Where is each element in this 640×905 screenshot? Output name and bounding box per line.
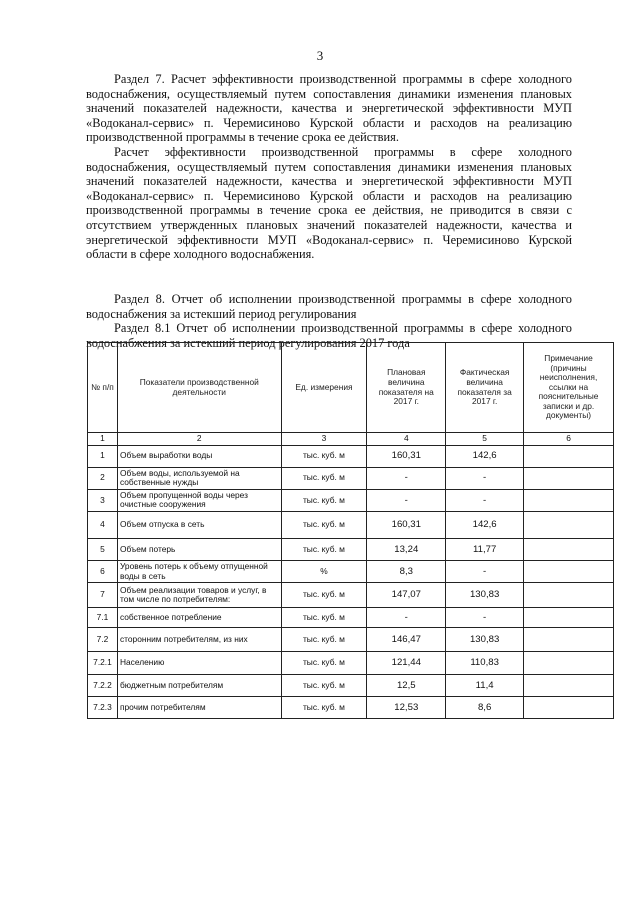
row-indicator: сторонним потребителям, из них — [117, 628, 281, 652]
row-note — [524, 489, 614, 511]
table-header-row — [88, 343, 614, 433]
header-num: № п/п — [88, 343, 118, 433]
row-indicator: Уровень потерь к объему отпущенной воды в сеть — [117, 560, 281, 582]
row-indicator: Объем пропущенной воды через очистные сооружения — [117, 489, 281, 511]
row-number: 5 — [88, 538, 118, 560]
row-number: 7 — [88, 583, 118, 608]
row-unit: тыс. куб. м — [281, 467, 367, 489]
row-actual-value: 110,83 — [446, 652, 524, 675]
row-unit: тыс. куб. м — [281, 628, 367, 652]
table-row — [88, 652, 614, 675]
row-unit: тыс. куб. м — [281, 608, 367, 628]
column-number: 6 — [524, 433, 614, 446]
header-planned: Плановая величина показателя на 2017 г. — [367, 343, 446, 433]
row-number: 2 — [88, 467, 118, 489]
section-7 — [86, 72, 572, 262]
row-actual-value: 130,83 — [446, 583, 524, 608]
row-note — [524, 560, 614, 582]
row-actual-value: - — [446, 489, 524, 511]
row-number: 4 — [88, 511, 118, 538]
row-planned-value: 146,47 — [367, 628, 446, 652]
row-planned-value: 12,53 — [367, 697, 446, 719]
row-note — [524, 652, 614, 675]
row-indicator: Объем отпуска в сеть — [117, 511, 281, 538]
row-indicator: Объем воды, используемой на собственные нужды — [117, 467, 281, 489]
table-row — [88, 675, 614, 697]
row-actual-value: 142,6 — [446, 445, 524, 467]
table-row — [88, 445, 614, 467]
row-actual-value: - — [446, 560, 524, 582]
row-note — [524, 445, 614, 467]
row-unit: тыс. куб. м — [281, 652, 367, 675]
row-indicator: собственное потребление — [117, 608, 281, 628]
column-number: 4 — [367, 433, 446, 446]
row-indicator: Объем потерь — [117, 538, 281, 560]
row-number: 3 — [88, 489, 118, 511]
table-row — [88, 467, 614, 489]
column-number: 2 — [117, 433, 281, 446]
section-8-heading: Раздел 8. Отчет об исполнении производственной программы в сфере холодного водоснабжения за истекший период регулирования — [86, 292, 572, 321]
row-note — [524, 467, 614, 489]
table-row — [88, 697, 614, 719]
header-indicator: Показатели производственной деятельности — [117, 343, 281, 433]
row-unit: тыс. куб. м — [281, 697, 367, 719]
row-note — [524, 583, 614, 608]
row-note — [524, 628, 614, 652]
row-indicator: прочим потребителям — [117, 697, 281, 719]
row-number: 7.2.2 — [88, 675, 118, 697]
table-row — [88, 583, 614, 608]
column-number: 1 — [88, 433, 118, 446]
section-8-1-heading: Раздел 8.1 Отчет об исполнении производственной программы в сфере холодного водоснабжения за истекший период регулирования 2017 года — [86, 321, 572, 350]
row-planned-value: - — [367, 467, 446, 489]
table-row — [88, 489, 614, 511]
row-indicator: Объем выработки воды — [117, 445, 281, 467]
header-unit: Ед. измерения — [281, 343, 367, 433]
page-number: 3 — [316, 48, 324, 63]
row-planned-value: 13,24 — [367, 538, 446, 560]
header-note: Примечание (причины неисполнения, ссылки на пояснительные записки и др. документы) — [524, 343, 614, 433]
row-note — [524, 511, 614, 538]
row-planned-value: 160,31 — [367, 445, 446, 467]
row-unit: тыс. куб. м — [281, 538, 367, 560]
row-actual-value: 11,77 — [446, 538, 524, 560]
table-row — [88, 628, 614, 652]
row-actual-value: 130,83 — [446, 628, 524, 652]
table-row — [88, 511, 614, 538]
row-number: 6 — [88, 560, 118, 582]
table-row — [88, 538, 614, 560]
row-actual-value: - — [446, 467, 524, 489]
section-7-body: Расчет эффективности производственной программы в сфере холодного водоснабжения, осуществляемый путем сопоставления динамики изменения плановых значений показателей надежности, качества и энергетической эффективности МУП «Водоканал-сервис» п. Черемисиново Курской области и расходов на реализацию производственной программы в течение срока ее действия, не приводится в связи с отсутствием утвержденных плановых значений показателей надежности, качества и энергетической эффективности МУП «Водоканал-сервис» п. Черемисиново Курской области в сфере холодного водоснабжения. — [86, 144, 572, 262]
row-indicator: Населению — [117, 652, 281, 675]
section-7-heading: Раздел 7. Расчет эффективности производственной программы в сфере холодного водоснабжения, осуществляемый путем сопоставления динамики изменения плановых значений показателей надежности, качества и энергетической эффективности МУП «Водоканал-сервис» п. Черемисиново Курской области и расходов на реализацию производственной программы в течение срока ее действия. — [86, 72, 572, 145]
row-planned-value: - — [367, 489, 446, 511]
row-note — [524, 675, 614, 697]
row-number: 7.2 — [88, 628, 118, 652]
row-unit: тыс. куб. м — [281, 675, 367, 697]
row-number: 7.1 — [88, 608, 118, 628]
row-planned-value: - — [367, 608, 446, 628]
column-number: 5 — [446, 433, 524, 446]
production-report-table — [87, 342, 614, 719]
row-note — [524, 608, 614, 628]
column-number-row — [88, 433, 614, 446]
row-planned-value: 12,5 — [367, 675, 446, 697]
row-actual-value: 142,6 — [446, 511, 524, 538]
row-unit: тыс. куб. м — [281, 489, 367, 511]
row-planned-value: 8,3 — [367, 560, 446, 582]
row-number: 7.2.1 — [88, 652, 118, 675]
row-planned-value: 121,44 — [367, 652, 446, 675]
table-row — [88, 560, 614, 582]
row-unit: тыс. куб. м — [281, 511, 367, 538]
row-note — [524, 697, 614, 719]
row-actual-value: 8,6 — [446, 697, 524, 719]
row-unit: тыс. куб. м — [281, 445, 367, 467]
row-number: 7.2.3 — [88, 697, 118, 719]
row-planned-value: 147,07 — [367, 583, 446, 608]
row-planned-value: 160,31 — [367, 511, 446, 538]
table-row — [88, 608, 614, 628]
header-actual: Фактическая величина показателя за 2017 г. — [446, 343, 524, 433]
row-indicator: бюджетным потребителям — [117, 675, 281, 697]
row-unit: тыс. куб. м — [281, 583, 367, 608]
row-actual-value: - — [446, 608, 524, 628]
row-actual-value: 11,4 — [446, 675, 524, 697]
row-note — [524, 538, 614, 560]
row-unit: % — [281, 560, 367, 582]
row-number: 1 — [88, 445, 118, 467]
row-indicator: Объем реализации товаров и услуг, в том числе по потребителям: — [117, 583, 281, 608]
column-number: 3 — [281, 433, 367, 446]
